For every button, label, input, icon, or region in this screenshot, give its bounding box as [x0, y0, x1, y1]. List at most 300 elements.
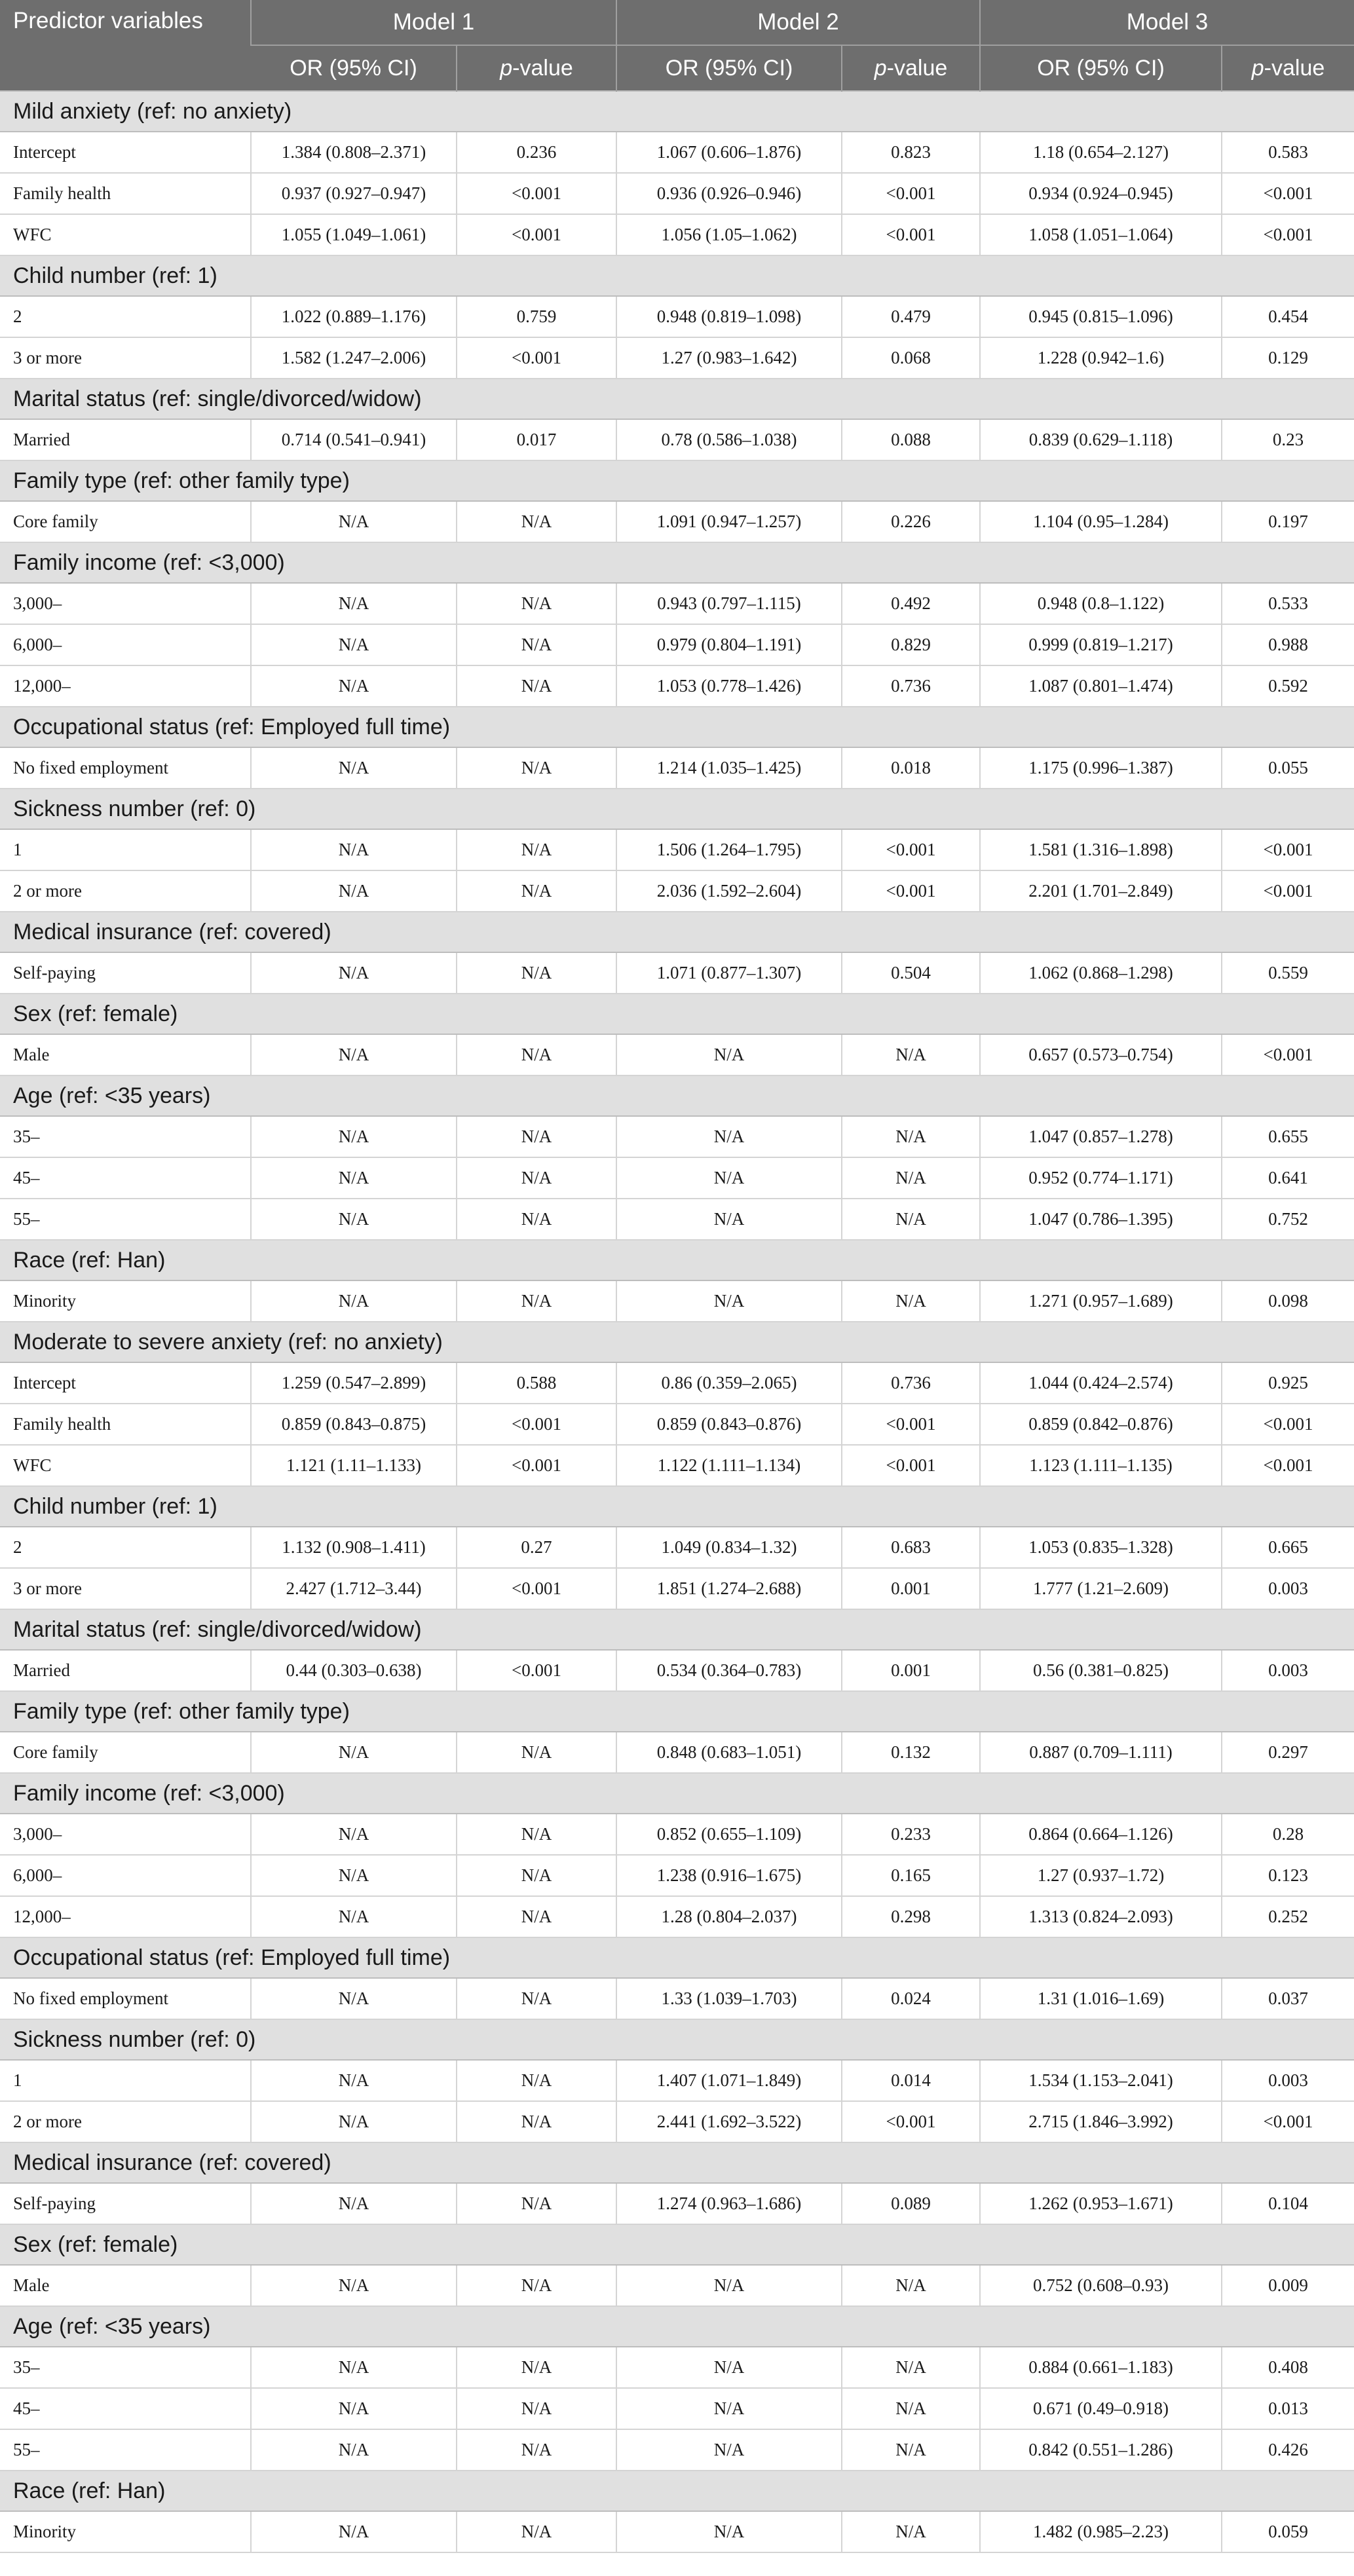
row-label: 12,000–: [0, 665, 251, 707]
row-label: No fixed employment: [0, 1978, 251, 2019]
model-2-p-value: N/A: [842, 1157, 980, 1199]
row-label: 35–: [0, 2347, 251, 2388]
row-label: 6,000–: [0, 1855, 251, 1896]
model-3-p-value: 0.104: [1222, 2183, 1354, 2224]
model-3-or: 1.777 (1.21–2.609): [980, 1568, 1222, 1609]
table-row: [0, 2347, 1354, 2388]
section-header-row: [0, 2142, 1354, 2183]
model-3-or: 1.062 (0.868–1.298): [980, 952, 1222, 994]
model-2-p-value: 0.001: [842, 1568, 980, 1609]
model-1-p-value: N/A: [457, 1116, 616, 1157]
model-1-p-value: N/A: [457, 1896, 616, 1937]
model-3-or: 0.839 (0.629–1.118): [980, 419, 1222, 460]
model-1-or: N/A: [251, 2183, 457, 2224]
row-label: 1: [0, 829, 251, 870]
model-2-p-value: 0.014: [842, 2060, 980, 2101]
model-3-p-value: 0.297: [1222, 1732, 1354, 1773]
model-2-or: 1.33 (1.039–1.703): [616, 1978, 842, 2019]
model-1-p-value: <0.001: [457, 1650, 616, 1691]
model-1-or: N/A: [251, 583, 457, 624]
model-3-p-value: 0.28: [1222, 1814, 1354, 1855]
section-title: Sickness number (ref: 0): [0, 2019, 1354, 2060]
section-header-row: [0, 912, 1354, 952]
model-3-or: 0.934 (0.924–0.945): [980, 173, 1222, 214]
model-2-p-value: N/A: [842, 1034, 980, 1075]
model-1-p-value: N/A: [457, 2265, 616, 2306]
table-row: [0, 1280, 1354, 1322]
row-label: Core family: [0, 1732, 251, 1773]
section-title: Sex (ref: female): [0, 2224, 1354, 2265]
model-2-p-value: 0.736: [842, 1362, 980, 1404]
row-label: 55–: [0, 1199, 251, 1240]
table-row: [0, 1855, 1354, 1896]
model-1-p-value: N/A: [457, 501, 616, 542]
table-row: [0, 2265, 1354, 2306]
row-label: Self-paying: [0, 2183, 251, 2224]
row-label: No fixed employment: [0, 747, 251, 789]
model-1-or: N/A: [251, 1814, 457, 1855]
model-1-or: N/A: [251, 870, 457, 912]
section-header-row: [0, 789, 1354, 829]
model-1-p-value: N/A: [457, 1814, 616, 1855]
model-2-p-value: N/A: [842, 2265, 980, 2306]
model-1-or: N/A: [251, 1280, 457, 1322]
section-title: Family income (ref: <3,000): [0, 542, 1354, 583]
section-header-row: [0, 91, 1354, 132]
model-1-p-value: N/A: [457, 624, 616, 665]
model-1-or: N/A: [251, 1896, 457, 1937]
model-1-p-value: N/A: [457, 2101, 616, 2142]
model-2-or: 0.943 (0.797–1.115): [616, 583, 842, 624]
p-value-header: p-value: [457, 45, 616, 91]
model-1-p-value: N/A: [457, 1157, 616, 1199]
section-title: Family type (ref: other family type): [0, 1691, 1354, 1732]
model-3-or: 0.948 (0.8–1.122): [980, 583, 1222, 624]
model-1-or: N/A: [251, 952, 457, 994]
section-title: Marital status (ref: single/divorced/widow): [0, 379, 1354, 419]
row-label: 1: [0, 2060, 251, 2101]
section-title: Occupational status (ref: Employed full time): [0, 707, 1354, 747]
model-2-or: 1.506 (1.264–1.795): [616, 829, 842, 870]
table-row: [0, 1527, 1354, 1568]
section-header-row: [0, 2471, 1354, 2511]
section-title: Age (ref: <35 years): [0, 2306, 1354, 2347]
model-3-or: 0.999 (0.819–1.217): [980, 624, 1222, 665]
section-header-row: [0, 994, 1354, 1034]
model-2-or: 1.28 (0.804–2.037): [616, 1896, 842, 1937]
model-3-p-value: 0.752: [1222, 1199, 1354, 1240]
model-3-p-value: <0.001: [1222, 829, 1354, 870]
table-row: [0, 2101, 1354, 2142]
table-row: [0, 296, 1354, 337]
row-label: 35–: [0, 1116, 251, 1157]
model-1-or: N/A: [251, 1855, 457, 1896]
table-row: [0, 1978, 1354, 2019]
model-1-p-value: <0.001: [457, 1445, 616, 1486]
model-2-or: N/A: [616, 2429, 842, 2471]
row-label: Family health: [0, 1404, 251, 1445]
model-3-or: 2.715 (1.846–3.992): [980, 2101, 1222, 2142]
model-2-p-value: 0.165: [842, 1855, 980, 1896]
model-3-or: 0.842 (0.551–1.286): [980, 2429, 1222, 2471]
row-label: Male: [0, 2265, 251, 2306]
row-label: 2 or more: [0, 870, 251, 912]
model-2-or: 1.056 (1.05–1.062): [616, 214, 842, 255]
model-1-p-value: N/A: [457, 870, 616, 912]
row-label: 3,000–: [0, 583, 251, 624]
model-1-or: N/A: [251, 2347, 457, 2388]
model-3-p-value: 0.426: [1222, 2429, 1354, 2471]
model-1-p-value: N/A: [457, 665, 616, 707]
model-2-header: Model 2: [616, 0, 980, 45]
model-1-or: N/A: [251, 501, 457, 542]
model-2-or: 0.859 (0.843–0.876): [616, 1404, 842, 1445]
model-3-p-value: <0.001: [1222, 214, 1354, 255]
model-1-p-value: N/A: [457, 2388, 616, 2429]
model-2-p-value: 0.823: [842, 132, 980, 173]
row-label: 2: [0, 1527, 251, 1568]
model-2-or: 1.851 (1.274–2.688): [616, 1568, 842, 1609]
table-row: [0, 2060, 1354, 2101]
model-1-p-value: N/A: [457, 829, 616, 870]
model-1-or: N/A: [251, 665, 457, 707]
model-2-p-value: 0.233: [842, 1814, 980, 1855]
model-1-p-value: N/A: [457, 1978, 616, 2019]
model-1-or: N/A: [251, 2101, 457, 2142]
model-3-or: 1.058 (1.051–1.064): [980, 214, 1222, 255]
section-header-row: [0, 2224, 1354, 2265]
model-2-p-value: 0.504: [842, 952, 980, 994]
model-3-or: 0.859 (0.842–0.876): [980, 1404, 1222, 1445]
p-value-header: p-value: [1222, 45, 1354, 91]
table-row: [0, 1034, 1354, 1075]
model-2-or: 1.053 (0.778–1.426): [616, 665, 842, 707]
table-row: [0, 1650, 1354, 1691]
model-3-or: 1.175 (0.996–1.387): [980, 747, 1222, 789]
model-2-or: 1.091 (0.947–1.257): [616, 501, 842, 542]
model-2-p-value: <0.001: [842, 2101, 980, 2142]
model-2-p-value: 0.683: [842, 1527, 980, 1568]
model-1-header: Model 1: [251, 0, 616, 45]
model-3-or: 0.952 (0.774–1.171): [980, 1157, 1222, 1199]
section-header-row: [0, 255, 1354, 296]
row-label: 45–: [0, 2388, 251, 2429]
table-row: [0, 1896, 1354, 1937]
model-3-p-value: 0.123: [1222, 1855, 1354, 1896]
model-2-or: N/A: [616, 2511, 842, 2552]
model-3-or: 1.047 (0.857–1.278): [980, 1116, 1222, 1157]
model-3-or: 1.581 (1.316–1.898): [980, 829, 1222, 870]
section-title: Medical insurance (ref: covered): [0, 912, 1354, 952]
model-2-or: 1.049 (0.834–1.32): [616, 1527, 842, 1568]
section-header-row: [0, 1691, 1354, 1732]
model-3-p-value: 0.055: [1222, 747, 1354, 789]
row-label: Male: [0, 1034, 251, 1075]
model-1-p-value: N/A: [457, 1034, 616, 1075]
model-1-p-value: N/A: [457, 2429, 616, 2471]
table-row: [0, 624, 1354, 665]
model-2-or: 1.238 (0.916–1.675): [616, 1855, 842, 1896]
model-1-or: N/A: [251, 1978, 457, 2019]
table-row: [0, 1568, 1354, 1609]
model-3-or: 1.053 (0.835–1.328): [980, 1527, 1222, 1568]
row-label: Minority: [0, 2511, 251, 2552]
section-header-row: [0, 1609, 1354, 1650]
section-title: Race (ref: Han): [0, 2471, 1354, 2511]
model-1-p-value: 0.27: [457, 1527, 616, 1568]
model-2-or: 0.534 (0.364–0.783): [616, 1650, 842, 1691]
model-3-or: 0.887 (0.709–1.111): [980, 1732, 1222, 1773]
model-2-p-value: N/A: [842, 1280, 980, 1322]
model-3-p-value: 0.003: [1222, 1568, 1354, 1609]
model-2-or: 0.936 (0.926–0.946): [616, 173, 842, 214]
model-3-p-value: <0.001: [1222, 2101, 1354, 2142]
model-3-p-value: <0.001: [1222, 173, 1354, 214]
table-row: [0, 1445, 1354, 1486]
model-3-p-value: 0.252: [1222, 1896, 1354, 1937]
model-3-p-value: 0.533: [1222, 583, 1354, 624]
model-2-p-value: <0.001: [842, 829, 980, 870]
model-1-or: N/A: [251, 829, 457, 870]
model-2-or: N/A: [616, 2265, 842, 2306]
model-2-p-value: 0.089: [842, 2183, 980, 2224]
model-2-or: 2.441 (1.692–3.522): [616, 2101, 842, 2142]
section-header-row: [0, 1240, 1354, 1280]
table-header: [0, 0, 1354, 91]
model-1-p-value: N/A: [457, 583, 616, 624]
model-3-or: 1.044 (0.424–2.574): [980, 1362, 1222, 1404]
model-1-p-value: <0.001: [457, 1568, 616, 1609]
section-title: Child number (ref: 1): [0, 1486, 1354, 1527]
model-3-p-value: 0.129: [1222, 337, 1354, 379]
model-2-p-value: N/A: [842, 2511, 980, 2552]
row-label: 3,000–: [0, 1814, 251, 1855]
table-row: [0, 1157, 1354, 1199]
model-3-p-value: 0.583: [1222, 132, 1354, 173]
table-row: [0, 665, 1354, 707]
model-1-p-value: N/A: [457, 952, 616, 994]
model-2-p-value: <0.001: [842, 1404, 980, 1445]
model-2-or: N/A: [616, 1157, 842, 1199]
section-title: Family type (ref: other family type): [0, 460, 1354, 501]
model-1-or: N/A: [251, 2388, 457, 2429]
table-row: [0, 2183, 1354, 2224]
model-2-p-value: <0.001: [842, 1445, 980, 1486]
model-2-p-value: 0.088: [842, 419, 980, 460]
model-3-or: 1.104 (0.95–1.284): [980, 501, 1222, 542]
table-row: [0, 747, 1354, 789]
section-header-row: [0, 1937, 1354, 1978]
model-2-or: 1.27 (0.983–1.642): [616, 337, 842, 379]
model-1-p-value: 0.236: [457, 132, 616, 173]
row-label: 3 or more: [0, 337, 251, 379]
model-2-p-value: 0.018: [842, 747, 980, 789]
model-3-p-value: <0.001: [1222, 1404, 1354, 1445]
model-2-or: 0.979 (0.804–1.191): [616, 624, 842, 665]
table-row: [0, 2511, 1354, 2552]
model-2-p-value: 0.024: [842, 1978, 980, 2019]
model-1-or: 0.44 (0.303–0.638): [251, 1650, 457, 1691]
model-3-p-value: 0.408: [1222, 2347, 1354, 2388]
model-1-p-value: <0.001: [457, 1404, 616, 1445]
model-3-p-value: 0.988: [1222, 624, 1354, 665]
section-title: Age (ref: <35 years): [0, 1075, 1354, 1116]
model-3-p-value: 0.23: [1222, 419, 1354, 460]
model-2-or: 0.78 (0.586–1.038): [616, 419, 842, 460]
model-2-or: 2.036 (1.592–2.604): [616, 870, 842, 912]
model-2-or: 1.122 (1.111–1.134): [616, 1445, 842, 1486]
section-header-row: [0, 379, 1354, 419]
table-row: [0, 1116, 1354, 1157]
model-1-or: 0.937 (0.927–0.947): [251, 173, 457, 214]
model-2-p-value: 0.479: [842, 296, 980, 337]
row-label: WFC: [0, 214, 251, 255]
model-1-or: N/A: [251, 2060, 457, 2101]
table-row: [0, 1404, 1354, 1445]
model-2-p-value: 0.829: [842, 624, 980, 665]
model-3-or: 0.884 (0.661–1.183): [980, 2347, 1222, 2388]
or-header: OR (95% CI): [251, 45, 457, 91]
predictor-header: Predictor variables: [0, 0, 251, 91]
model-2-p-value: <0.001: [842, 870, 980, 912]
model-2-or: N/A: [616, 2388, 842, 2429]
row-label: Married: [0, 419, 251, 460]
table-row: [0, 214, 1354, 255]
model-1-p-value: N/A: [457, 1280, 616, 1322]
model-1-or: 1.132 (0.908–1.411): [251, 1527, 457, 1568]
table-row: [0, 1732, 1354, 1773]
row-label: WFC: [0, 1445, 251, 1486]
table-row: [0, 1199, 1354, 1240]
model-2-p-value: <0.001: [842, 173, 980, 214]
section-header-row: [0, 1486, 1354, 1527]
model-1-or: N/A: [251, 2511, 457, 2552]
model-3-or: 1.313 (0.824–2.093): [980, 1896, 1222, 1937]
row-label: Intercept: [0, 1362, 251, 1404]
model-3-p-value: 0.592: [1222, 665, 1354, 707]
row-label: Intercept: [0, 132, 251, 173]
model-1-p-value: <0.001: [457, 173, 616, 214]
model-2-p-value: N/A: [842, 1199, 980, 1240]
model-1-p-value: N/A: [457, 2347, 616, 2388]
table-row: [0, 337, 1354, 379]
model-1-or: N/A: [251, 2265, 457, 2306]
table-row: [0, 1814, 1354, 1855]
table-row: [0, 173, 1354, 214]
table-row: [0, 419, 1354, 460]
model-3-or: 1.27 (0.937–1.72): [980, 1855, 1222, 1896]
model-2-or: 1.067 (0.606–1.876): [616, 132, 842, 173]
model-3-header: Model 3: [980, 0, 1354, 45]
row-label: 2 or more: [0, 2101, 251, 2142]
model-3-or: 0.56 (0.381–0.825): [980, 1650, 1222, 1691]
model-1-or: 0.859 (0.843–0.875): [251, 1404, 457, 1445]
model-3-p-value: <0.001: [1222, 1034, 1354, 1075]
model-1-p-value: 0.759: [457, 296, 616, 337]
model-1-or: N/A: [251, 1199, 457, 1240]
model-2-or: 1.407 (1.071–1.849): [616, 2060, 842, 2101]
row-label: Self-paying: [0, 952, 251, 994]
model-3-p-value: 0.003: [1222, 1650, 1354, 1691]
model-3-or: 1.271 (0.957–1.689): [980, 1280, 1222, 1322]
table-row: [0, 132, 1354, 173]
model-2-p-value: N/A: [842, 2429, 980, 2471]
section-title: Family income (ref: <3,000): [0, 1773, 1354, 1814]
model-2-p-value: 0.298: [842, 1896, 980, 1937]
section-title: Occupational status (ref: Employed full time): [0, 1937, 1354, 1978]
row-label: 12,000–: [0, 1896, 251, 1937]
model-3-p-value: 0.197: [1222, 501, 1354, 542]
model-2-or: 0.948 (0.819–1.098): [616, 296, 842, 337]
section-header-row: [0, 1075, 1354, 1116]
section-title: Race (ref: Han): [0, 1240, 1354, 1280]
model-1-p-value: N/A: [457, 747, 616, 789]
model-1-p-value: 0.588: [457, 1362, 616, 1404]
model-3-or: 0.864 (0.664–1.126): [980, 1814, 1222, 1855]
section-title: Sickness number (ref: 0): [0, 789, 1354, 829]
model-2-or: 1.274 (0.963–1.686): [616, 2183, 842, 2224]
table-row: [0, 829, 1354, 870]
model-1-p-value: <0.001: [457, 214, 616, 255]
model-3-or: 1.047 (0.786–1.395): [980, 1199, 1222, 1240]
model-1-p-value: N/A: [457, 1199, 616, 1240]
model-3-p-value: 0.003: [1222, 2060, 1354, 2101]
model-3-or: 0.657 (0.573–0.754): [980, 1034, 1222, 1075]
section-header-row: [0, 460, 1354, 501]
section-header-row: [0, 1322, 1354, 1362]
model-2-or: N/A: [616, 2347, 842, 2388]
row-label: 45–: [0, 1157, 251, 1199]
row-label: Married: [0, 1650, 251, 1691]
row-label: 3 or more: [0, 1568, 251, 1609]
model-3-p-value: 0.098: [1222, 1280, 1354, 1322]
model-3-or: 1.534 (1.153–2.041): [980, 2060, 1222, 2101]
model-3-p-value: 0.925: [1222, 1362, 1354, 1404]
model-2-p-value: 0.492: [842, 583, 980, 624]
row-label: 2: [0, 296, 251, 337]
model-1-p-value: N/A: [457, 2183, 616, 2224]
section-title: Sex (ref: female): [0, 994, 1354, 1034]
model-2-p-value: 0.068: [842, 337, 980, 379]
model-3-or: 1.262 (0.953–1.671): [980, 2183, 1222, 2224]
model-1-p-value: N/A: [457, 1855, 616, 1896]
model-2-or: N/A: [616, 1034, 842, 1075]
section-title: Child number (ref: 1): [0, 255, 1354, 296]
model-3-p-value: 0.454: [1222, 296, 1354, 337]
section-title: Mild anxiety (ref: no anxiety): [0, 91, 1354, 132]
model-1-or: 1.384 (0.808–2.371): [251, 132, 457, 173]
row-label: Family health: [0, 173, 251, 214]
row-label: Minority: [0, 1280, 251, 1322]
section-title: Moderate to severe anxiety (ref: no anxiety): [0, 1322, 1354, 1362]
model-3-p-value: <0.001: [1222, 1445, 1354, 1486]
model-1-p-value: 0.017: [457, 419, 616, 460]
model-3-or: 2.201 (1.701–2.849): [980, 870, 1222, 912]
model-1-or: N/A: [251, 2429, 457, 2471]
model-3-p-value: 0.037: [1222, 1978, 1354, 2019]
model-3-or: 0.671 (0.49–0.918): [980, 2388, 1222, 2429]
table-row: [0, 870, 1354, 912]
model-3-p-value: 0.665: [1222, 1527, 1354, 1568]
table-row: [0, 501, 1354, 542]
model-3-or: 1.087 (0.801–1.474): [980, 665, 1222, 707]
model-1-or: 0.714 (0.541–0.941): [251, 419, 457, 460]
model-2-p-value: 0.001: [842, 1650, 980, 1691]
model-3-p-value: 0.059: [1222, 2511, 1354, 2552]
model-2-or: N/A: [616, 1280, 842, 1322]
model-3-p-value: 0.013: [1222, 2388, 1354, 2429]
model-1-p-value: N/A: [457, 1732, 616, 1773]
